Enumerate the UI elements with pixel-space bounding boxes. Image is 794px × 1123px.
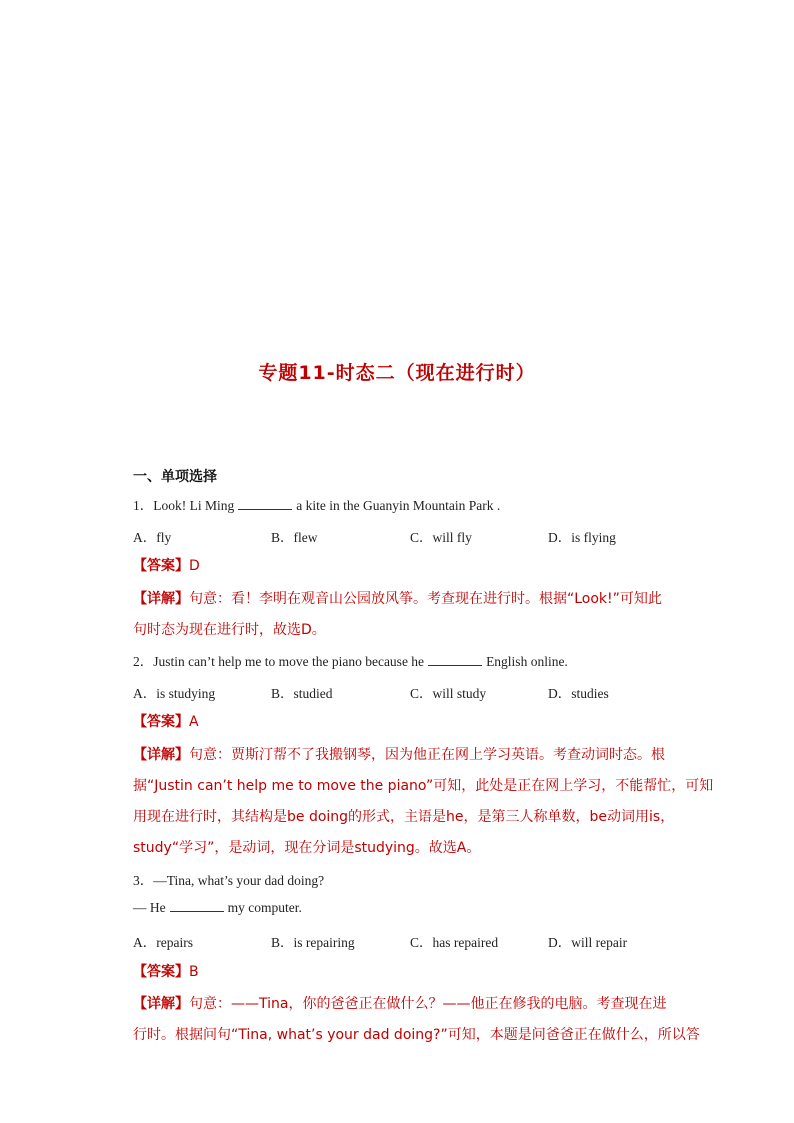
- question-3-explanation-line-2: 行时。根据问句“Tina, what’s your dad doing?”可知，本题是问爸爸正在做什么，所以答: [133, 1027, 700, 1043]
- answer-label: 【答案】: [133, 558, 189, 574]
- question-1-option-d: D．is flying: [548, 530, 616, 545]
- question-3-option-a: A．repairs: [133, 935, 193, 950]
- question-2-answer: [133, 711, 199, 731]
- detail-label: 【详解】: [133, 996, 189, 1012]
- answer-value: A: [189, 714, 199, 730]
- explanation-text: 句意：——Tina，你的爸爸正在做什么？——他正在修我的电脑。考查现在进: [189, 996, 667, 1012]
- question-3-answer: [133, 961, 199, 981]
- question-3-stem-start: — He: [133, 900, 166, 915]
- question-2-option-b: B．studied: [271, 686, 333, 701]
- explanation-text: 句意：看！李明在观音山公园放风筝。考查现在进行时。根据“Look!”可知此: [189, 591, 662, 607]
- question-1-explanation-line-1: [133, 588, 662, 608]
- question-3-stem-line-1: 3．—Tina, what’s your dad doing?: [133, 873, 325, 888]
- question-1-explanation-line-2: 句时态为现在进行时，故选D。: [133, 622, 326, 638]
- question-2-stem: [133, 650, 568, 670]
- question-1-stem: [133, 494, 500, 514]
- answer-blank: [428, 654, 482, 666]
- answer-label: 【答案】: [133, 964, 189, 980]
- answer-blank: [238, 498, 292, 510]
- question-3-explanation-line-1: [133, 993, 666, 1013]
- question-2-option-c: C．will study: [410, 686, 487, 701]
- answer-value: B: [189, 964, 199, 980]
- question-3-option-d: D．will repair: [548, 935, 628, 950]
- question-1-option-c: C．will fly: [410, 530, 472, 545]
- detail-label: 【详解】: [133, 747, 189, 763]
- question-2-explanation-line-2: 据“Justin can’t help me to move the piano”可知，此处是正在网上学习，不能帮忙，可知: [133, 778, 714, 794]
- question-3-option-c: C．has repaired: [410, 935, 499, 950]
- question-1-option-b: B．flew: [271, 530, 318, 545]
- document-title: 专题11-时态二（现在进行时）: [258, 362, 536, 384]
- question-2-stem-start: 2．Justin can’t help me to move the piano because he: [133, 654, 425, 669]
- section-heading: 一、单项选择: [133, 469, 217, 485]
- question-2-explanation-line-3: 用现在进行时，其结构是be doing的形式，主语是he，是第三人称单数，be动词用is，: [133, 809, 675, 825]
- answer-blank: [170, 900, 224, 912]
- question-1-stem-start: 1．Look! Li Ming: [133, 498, 235, 513]
- explanation-text: 句意：贾斯汀帮不了我搬钢琴，因为他正在网上学习英语。考查动词时态。根: [189, 747, 665, 763]
- question-2-explanation-line-4: study“学习”，是动词，现在分词是studying。故选A。: [133, 840, 481, 856]
- question-3-option-b: B．is repairing: [271, 935, 355, 950]
- question-1-answer: [133, 555, 200, 575]
- question-2-option-a: A．is studying: [133, 686, 216, 701]
- question-1-option-a: A．fly: [133, 530, 172, 545]
- question-3-stem-line-2: [133, 900, 302, 916]
- answer-value: D: [189, 558, 200, 574]
- answer-label: 【答案】: [133, 714, 189, 730]
- question-2-stem-end: English online.: [486, 654, 568, 669]
- detail-label: 【详解】: [133, 591, 189, 607]
- question-3-stem-end: my computer.: [227, 900, 302, 915]
- question-2-explanation-line-1: [133, 744, 665, 764]
- question-1-stem-end: a kite in the Guanyin Mountain Park .: [296, 498, 501, 513]
- question-2-option-d: D．studies: [548, 686, 609, 701]
